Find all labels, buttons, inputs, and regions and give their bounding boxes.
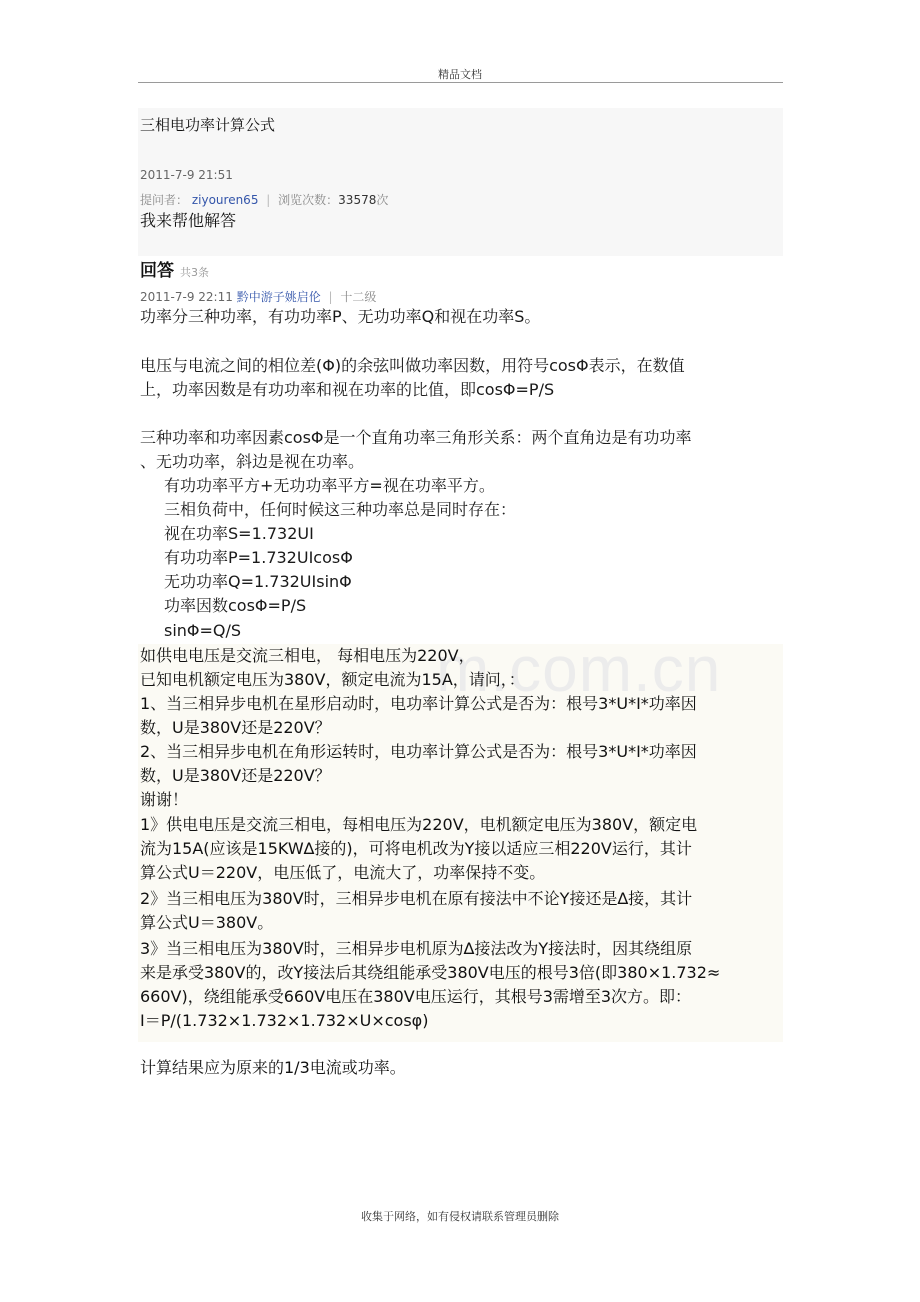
followup-line: 3》当三相电压为380V时，三相异步电机原为∆接法改为Y接法时，因其绕组原 [140, 939, 693, 958]
answer-paragraph-2-line-1: 电压与电流之间的相位差(Φ)的余弦叫做功率因数，用符号cosΦ表示，在数值 [140, 356, 685, 375]
question-title: 三相电功率计算公式 [140, 116, 276, 134]
followup-line: 数，U是380V还是220V？ [140, 766, 331, 785]
followup-line: 如供电电压是交流三相电， 每相电压为220V， [140, 646, 475, 665]
formula-line: 有功功率P=1.732UIcosΦ [164, 548, 353, 567]
formula-line: 视在功率S=1.732UI [164, 524, 314, 543]
followup-line: 谢谢！ [140, 790, 189, 809]
answers-title: 回答 [140, 261, 174, 281]
views-count: 33578 [338, 193, 377, 207]
followup-line: 已知电机额定电压为380V，额定电流为15A，请问，： [140, 670, 525, 689]
watermark: m.com.cn [436, 633, 722, 705]
answerer-level: 十二级 [340, 290, 377, 304]
formula-line: 功率因数cosΦ=P/S [164, 596, 307, 615]
asker-link[interactable]: ziyouren65 [191, 193, 259, 207]
answer-paragraph-3-line-1: 三种功率和功率因素cosΦ是一个直角功率三角形关系：两个直角边是有功功率 [140, 428, 692, 447]
conclusion-text: 计算结果应为原来的1/3电流或功率。 [140, 1058, 406, 1077]
formula-line: 三相负荷中，任何时候这三种功率总是同时存在： [164, 500, 517, 519]
views-label: 浏览次数： [278, 193, 339, 207]
answer-time: 2011-7-9 22:11 [140, 290, 233, 304]
answer-paragraph-3-line-2: 、无功功率，斜边是视在功率。 [140, 452, 365, 471]
question-time: 2011-7-9 21:51 [140, 168, 233, 182]
followup-line: 2、当三相异步电机在角形运转时，电功率计算公式是否为：根号3*U*I*功率因 [140, 742, 697, 761]
answer-paragraph-2-line-2: 上，功率因数是有功功率和视在功率的比值，即cosΦ=P/S [140, 380, 555, 399]
formula-line: sinΦ=Q/S [164, 621, 242, 640]
formula-line: 有功功率平方+无功功率平方=视在功率平方。 [164, 476, 495, 495]
followup-line: 2》当三相电压为380V时，三相异步电机在原有接法中不论Y接还是∆接，其计 [140, 889, 693, 908]
meta-separator: | [328, 290, 333, 304]
page-header: 精品文档 [438, 68, 482, 81]
followup-line: I＝P/(1.732×1.732×1.732×U×cosφ) [140, 1011, 429, 1030]
page-footer: 收集于网络，如有侵权请联系管理员删除 [361, 1210, 559, 1223]
answerer-link[interactable]: 黔中游子姚启伦 [236, 290, 321, 304]
followup-line: 660V)，绕组能承受660V电压在380V电压运行，其根号3需增至3次方。即： [140, 987, 692, 1006]
answers-count: 共3条 [180, 266, 209, 279]
followup-line: 流为15A(应该是15KW∆接的)，可将电机改为Y接以适应三相220V运行，其计 [140, 839, 692, 858]
answer-question-link[interactable]: 我来帮他解答 [140, 211, 237, 230]
followup-line: 算公式U＝380V。 [140, 913, 274, 932]
header-divider [138, 82, 783, 83]
answer-paragraph-1: 功率分三种功率，有功功率P、无功功率Q和视在功率S。 [140, 307, 541, 326]
followup-line: 数，U是380V还是220V？ [140, 718, 331, 737]
asker-label: 提问者： [140, 193, 189, 207]
followup-line: 1》供电电压是交流三相电，每相电压为220V，电机额定电压为380V，额定电 [140, 815, 698, 834]
followup-line: 1、当三相异步电机在星形启动时，电功率计算公式是否为：根号3*U*I*功率因 [140, 694, 697, 713]
answers-heading [140, 256, 209, 281]
answer-meta [140, 288, 376, 305]
question-meta [140, 191, 388, 208]
followup-line: 来是承受380V的，改Y接法后其绕组能承受380V电压的根号3倍(即380×1.732≈ [140, 963, 721, 982]
meta-separator: | [266, 193, 271, 207]
formula-line: 无功功率Q=1.732UIsinΦ [164, 572, 352, 591]
followup-line: 算公式U＝220V，电压低了，电流大了，功率保持不变。 [140, 863, 546, 882]
views-unit: 次 [376, 193, 389, 207]
